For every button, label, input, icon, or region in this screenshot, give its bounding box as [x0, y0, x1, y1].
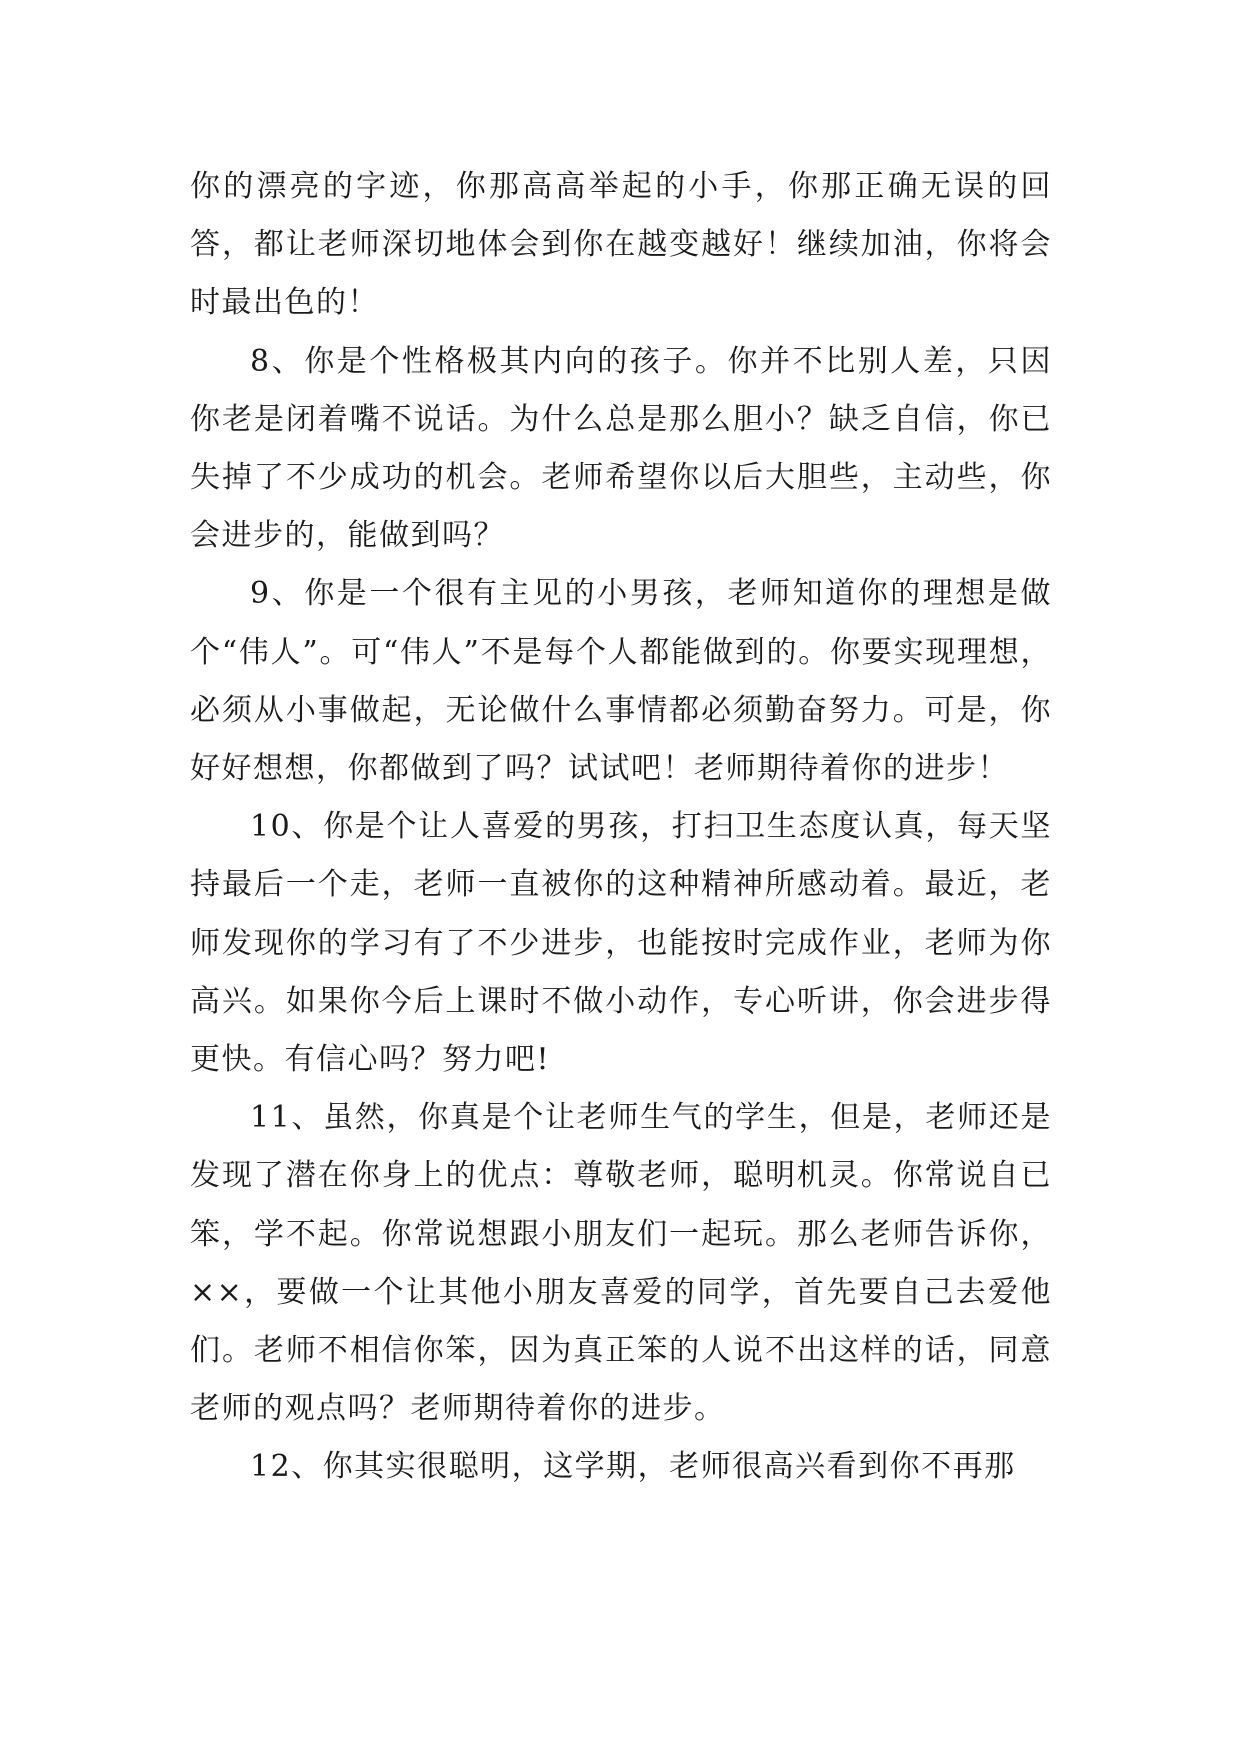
paragraph-item-9: 9、你是一个很有主见的小男孩，老师知道你的理想是做个“伟人”。可“伟人”不是每个人都能做到的。你要实现理想，必须从小事做起，无论做什么事情都必须勤奋努力。可是，你好好想想，你都做到了吗？试试吧！老师期待着你的进步！: [190, 576, 1052, 787]
paragraph-item-11: 11、虽然，你真是个让老师生气的学生，但是，老师还是发现了潜在你身上的优点：尊敬老师，聪明机灵。你常说自已笨，学不起。你常说想跟小朋友们一起玩。那么老师告诉你，××，要做一个让其他小朋友喜爱的同学，首先要自己去爱他们。老师不相信你笨，因为真正笨的人说不出这样的话，同意老师的观点吗？老师期待着你的进步。: [190, 1100, 1052, 1427]
paragraph-continuation: 你的漂亮的字迹，你那高高举起的小手，你那正确无误的回答，都让老师深切地体会到你在越变越好！继续加油，你将会时最出色的！: [190, 169, 1052, 321]
paragraph-item-8: 8、你是个性格极其内向的孩子。你并不比别人差，只因你老是闭着嘴不说话。为什么总是那么胆小？缺乏自信，你已失掉了不少成功的机会。老师希望你以后大胆些，主动些，你会进步的，能做到吗？: [190, 343, 1052, 554]
paragraph-item-12: 12、你其实很聪明，这学期，老师很高兴看到你不再那: [250, 1449, 1016, 1485]
document-body: [190, 158, 1052, 1497]
paragraph-item-10: 10、你是个让人喜爱的男孩，打扫卫生态度认真，每天坚持最后一个走，老师一直被你的这种精神所感动着。最近，老师发现你的学习有了不少进步，也能按时完成作业，老师为你高兴。如果你今后上课时不做小动作，专心听讲，你会进步得更快。有信心吗？努力吧!: [190, 809, 1052, 1078]
